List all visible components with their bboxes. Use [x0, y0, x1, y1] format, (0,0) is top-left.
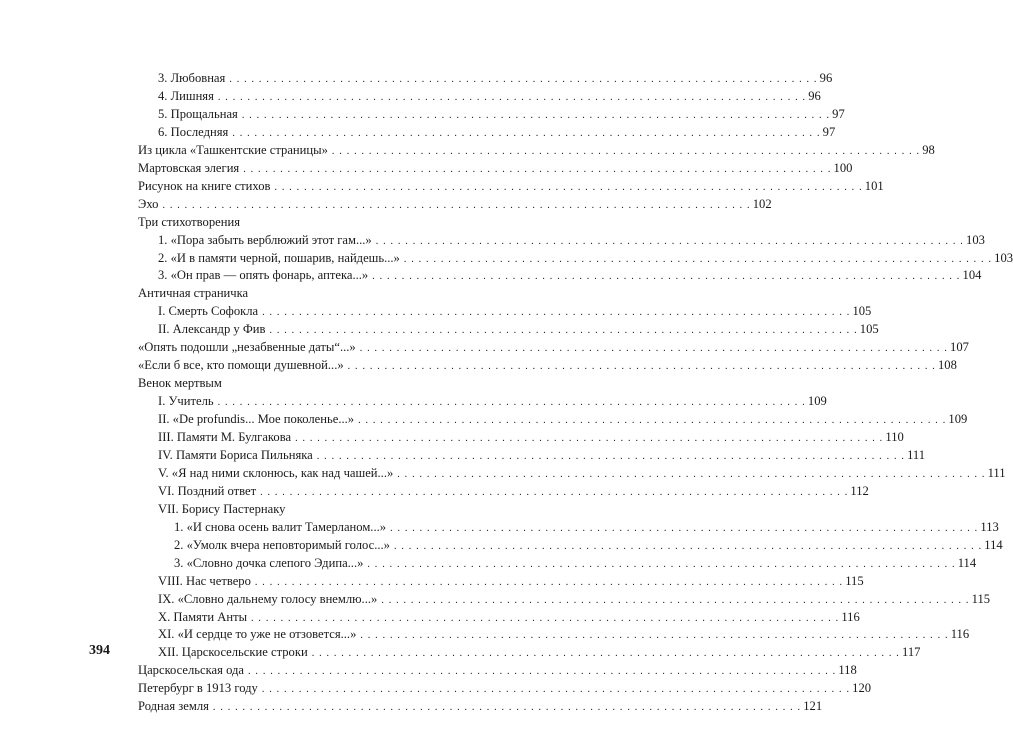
toc-entry-page: 105 [852, 304, 872, 319]
toc-entry-page: 115 [845, 573, 864, 588]
toc-entry [158, 501, 285, 517]
toc-entry-title: 3. Любовная [158, 71, 226, 85]
toc-entry-title: 5. Прощальная [158, 106, 238, 121]
toc-entry-page: 101 [864, 178, 884, 193]
dot-leader: . . . . . . . . . . . . . . . . . . . . . . . . . . . . . . . . . . . . . . . . . . . . . . . . . . . . . . . . . . . . . . . . . . . . . . . . . . . . . . . . [248, 666, 837, 678]
toc-entry [138, 339, 969, 355]
dot-leader: . . . . . . . . . . . . . . . . . . . . . . . . . . . . . . . . . . . . . . . . . . . . . . . . . . . . . . . . . . . . . . . . . . . . . . . . . . . . . . . . [367, 558, 956, 570]
page-number: 394 [89, 643, 110, 658]
toc-entry [138, 357, 957, 373]
toc-entry [138, 698, 823, 714]
toc-entry-title: IV. Памяти Бориса Пильняка [158, 447, 313, 462]
toc-entry-page: 117 [902, 645, 921, 660]
toc-entry-page: 118 [838, 663, 857, 678]
toc-entry [138, 142, 935, 158]
toc-entry-page: 97 [832, 106, 845, 121]
toc-entry-page: 108 [937, 358, 957, 373]
toc-entry [158, 232, 985, 248]
dot-leader: . . . . . . . . . . . . . . . . . . . . . . . . . . . . . . . . . . . . . . . . . . . . . . . . . . . . . . . . . . . . . . . . . . . . . . . . . . . . . . . . [243, 163, 832, 175]
toc-entry [138, 680, 872, 696]
toc-entry-page: 100 [833, 160, 853, 175]
toc-entry-page: 111 [987, 465, 1006, 480]
toc-entry-page: 120 [852, 681, 872, 696]
toc-entry [158, 124, 836, 140]
toc-entry [158, 609, 860, 625]
toc-entry [158, 70, 833, 86]
toc-entry [158, 644, 921, 660]
dot-leader: . . . . . . . . . . . . . . . . . . . . . . . . . . . . . . . . . . . . . . . . . . . . . . . . . . . . . . . . . . . . . . . . . . . . . . . . . . . . . . . . [372, 271, 961, 283]
dot-leader: . . . . . . . . . . . . . . . . . . . . . . . . . . . . . . . . . . . . . . . . . . . . . . . . . . . . . . . . . . . . . . . . . . . . . . . . . . . . . . . . [241, 109, 831, 121]
toc-entry-page: 102 [752, 196, 772, 211]
dot-leader: . . . . . . . . . . . . . . . . . . . . . . . . . . . . . . . . . . . . . . . . . . . . . . . . . . . . . . . . . . . . . . . . . . . . . . . . . . . . . . . . [360, 630, 949, 642]
toc-entry-page: 112 [850, 483, 869, 498]
toc-entry-page: 115 [971, 591, 991, 606]
toc-entry-page: 111 [907, 447, 926, 462]
toc-entry-title: Эхо [138, 196, 159, 211]
toc-entry-page: 109 [948, 412, 968, 427]
toc-entry-page: 98 [922, 142, 935, 157]
dot-leader: . . . . . . . . . . . . . . . . . . . . . . . . . . . . . . . . . . . . . . . . . . . . . . . . . . . . . . . . . . . . . . . . . . . . . . . . . . . . . . . . [316, 450, 906, 462]
toc-entry-title: Венок мертвым [138, 376, 222, 391]
toc-entry-title: VI. Поздний ответ [158, 483, 257, 498]
dot-leader: . . . . . . . . . . . . . . . . . . . . . . . . . . . . . . . . . . . . . . . . . . . . . . . . . . . . . . . . . . . . . . . . . . . . . . . . . . . . . . . . [269, 325, 858, 337]
toc-entry-page: 97 [822, 124, 836, 139]
dot-leader: . . . . . . . . . . . . . . . . . . . . . . . . . . . . . . . . . . . . . . . . . . . . . . . . . . . . . . . . . . . . . . . . . . . . . . . . . . . . . . . . [274, 181, 863, 193]
dot-leader: . . . . . . . . . . . . . . . . . . . . . . . . . . . . . . . . . . . . . . . . . . . . . . . . . . . . . . . . . . . . . . . . . . . . . . . . . . . . . . . . [251, 612, 840, 624]
toc-entry-title: 3. «Словно дочка слепого Эдипа...» [174, 555, 364, 570]
toc-entry-title: Три стихотворения [138, 214, 240, 229]
toc-entry-title: 4. Лишняя [158, 88, 214, 103]
dot-leader: . . . . . . . . . . . . . . . . . . . . . . . . . . . . . . . . . . . . . . . . . . . . . . . . . . . . . . . . . . . . . . . . . . . . . . . . . . . . . . . . [217, 397, 806, 409]
toc-entry-page: 114 [957, 555, 977, 570]
toc-entry-title: II. Александр у Фив [158, 322, 266, 337]
toc-entry-title: I. Учитель [158, 394, 214, 409]
toc-entry-page: 121 [803, 699, 823, 714]
toc-entry-page: 96 [819, 71, 833, 85]
toc-entry [158, 429, 904, 445]
toc-entry-page: 105 [859, 322, 879, 337]
toc-entry-title: 6. Последняя [158, 124, 229, 139]
toc-entry-page: 116 [950, 627, 970, 642]
toc-entry-page: 104 [962, 268, 982, 283]
toc-entry [158, 267, 982, 283]
toc-entry-title: 2. «И в памяти черной, пошарив, найдешь...» [158, 250, 400, 265]
toc-entry [138, 285, 248, 301]
toc-entry-title: VIII. Нас четверо [158, 573, 251, 588]
toc-entry [158, 411, 968, 427]
toc-entry-title: II. «De profundis... Мое поколенье...» [158, 412, 355, 427]
dot-leader: . . . . . . . . . . . . . . . . . . . . . . . . . . . . . . . . . . . . . . . . . . . . . . . . . . . . . . . . . . . . . . . . . . . . . . . . . . . . . . . . [397, 468, 986, 480]
toc-entry [158, 626, 970, 642]
toc-entry-title: Царскосельская ода [138, 663, 245, 678]
dot-leader: . . . . . . . . . . . . . . . . . . . . . . . . . . . . . . . . . . . . . . . . . . . . . . . . . . . . . . . . . . . . . . . . . . . . . . . . . . . . . . . . [295, 433, 884, 444]
toc-entry-title: I. Смерть Софокла [158, 304, 259, 319]
toc-entry [158, 393, 827, 409]
toc-entry-title: 3. «Он прав — опять фонарь, аптека...» [158, 268, 369, 283]
toc-entry-page: 114 [984, 537, 1003, 552]
toc-entry-title: Родная земля [138, 699, 209, 714]
toc-entry [138, 375, 222, 391]
toc-entry-title: XI. «И сердце то уже не отзовется...» [158, 627, 357, 642]
toc-entry [174, 555, 977, 571]
toc-entry-title: «Если б все, кто помощи душевной...» [138, 358, 344, 373]
dot-leader: . . . . . . . . . . . . . . . . . . . . . . . . . . . . . . . . . . . . . . . . . . . . . . . . . . . . . . . . . . . . . . . . . . . . . . . . . . . . . . . . [217, 91, 807, 103]
toc-entry-title: Античная страничка [138, 286, 249, 301]
dot-leader: . . . . . . . . . . . . . . . . . . . . . . . . . . . . . . . . . . . . . . . . . . . . . . . . . . . . . . . . . . . . . . . . . . . . . . . . . . . . . . . . [260, 486, 849, 498]
dot-leader: . . . . . . . . . . . . . . . . . . . . . . . . . . . . . . . . . . . . . . . . . . . . . . . . . . . . . . . . . . . . . . . . . . . . . . . . . . . . . . . . [390, 522, 979, 534]
toc-entry-title: X. Памяти Анты [158, 609, 248, 624]
dot-leader: . . . . . . . . . . . . . . . . . . . . . . . . . . . . . . . . . . . . . . . . . . . . . . . . . . . . . . . . . . . . . . . . . . . . . . . . . . . . . . . . [254, 576, 844, 588]
toc-entry [158, 465, 1006, 481]
toc-entry-title: XII. Царскосельские строки [158, 645, 308, 660]
dot-leader: . . . . . . . . . . . . . . . . . . . . . . . . . . . . . . . . . . . . . . . . . . . . . . . . . . . . . . . . . . . . . . . . . . . . . . . . . . . . . . . . [393, 540, 983, 552]
toc-entry [138, 160, 853, 176]
dot-leader: . . . . . . . . . . . . . . . . . . . . . . . . . . . . . . . . . . . . . . . . . . . . . . . . . . . . . . . . . . . . . . . . . . . . . . . . . . . . . . . . [162, 199, 751, 211]
toc-entry-title: Из цикла «Ташкентские страницы» [138, 142, 328, 157]
toc-entry-page: 107 [950, 340, 969, 355]
toc-entry-title: V. «Я над ними склонюсь, как над чашей...» [158, 465, 394, 480]
toc-entry [138, 196, 772, 212]
toc-entry [138, 214, 240, 230]
toc-entry [158, 447, 926, 463]
toc-entry-page: 103 [994, 250, 1013, 265]
toc-entry-title: Петербург в 1913 году [138, 681, 258, 696]
dot-leader: . . . . . . . . . . . . . . . . . . . . . . . . . . . . . . . . . . . . . . . . . . . . . . . . . . . . . . . . . . . . . . . . . . . . . . . . . . . . . . . . [229, 74, 818, 85]
dot-leader: . . . . . . . . . . . . . . . . . . . . . . . . . . . . . . . . . . . . . . . . . . . . . . . . . . . . . . . . . . . . . . . . . . . . . . . . . . . . . . . . [262, 307, 851, 319]
toc-entry [158, 321, 879, 337]
toc-entry-title: IX. «Словно дальнему голосу внемлю...» [158, 591, 378, 606]
toc-entry [158, 483, 869, 499]
toc-entry-page: 96 [808, 88, 821, 103]
toc-entry-title: VII. Борису Пастернаку [158, 501, 286, 516]
toc-entry [158, 88, 821, 104]
dot-leader: . . . . . . . . . . . . . . . . . . . . . . . . . . . . . . . . . . . . . . . . . . . . . . . . . . . . . . . . . . . . . . . . . . . . . . . . . . . . . . . . [375, 235, 965, 247]
toc-entry [158, 573, 864, 589]
dot-leader: . . . . . . . . . . . . . . . . . . . . . . . . . . . . . . . . . . . . . . . . . . . . . . . . . . . . . . . . . . . . . . . . . . . . . . . . . . . . . . . . [403, 253, 993, 265]
toc-entry [158, 591, 991, 607]
dot-leader: . . . . . . . . . . . . . . . . . . . . . . . . . . . . . . . . . . . . . . . . . . . . . . . . . . . . . . . . . . . . . . . . . . . . . . . . . . . . . . . . [347, 361, 936, 373]
toc-entry-title: 1. «И снова осень валит Тамерланом...» [174, 519, 387, 534]
toc-entry [158, 250, 1013, 266]
toc-entry-title: Мартовская элегия [138, 160, 240, 175]
toc-entry [138, 662, 857, 678]
toc-entry-page: 103 [966, 232, 985, 247]
toc-entry [158, 106, 845, 122]
toc-entry [158, 303, 872, 319]
dot-leader: . . . . . . . . . . . . . . . . . . . . . . . . . . . . . . . . . . . . . . . . . . . . . . . . . . . . . . . . . . . . . . . . . . . . . . . . . . . . . . . . [232, 127, 821, 139]
toc-entry-title: 2. «Умолк вчера неповторимый голос...» [174, 537, 390, 552]
toc-entry [174, 537, 1003, 553]
dot-leader: . . . . . . . . . . . . . . . . . . . . . . . . . . . . . . . . . . . . . . . . . . . . . . . . . . . . . . . . . . . . . . . . . . . . . . . . . . . . . . . . [261, 684, 851, 696]
dot-leader: . . . . . . . . . . . . . . . . . . . . . . . . . . . . . . . . . . . . . . . . . . . . . . . . . . . . . . . . . . . . . . . . . . . . . . . . . . . . . . . . [381, 594, 970, 606]
toc-entry [174, 519, 999, 535]
dot-leader: . . . . . . . . . . . . . . . . . . . . . . . . . . . . . . . . . . . . . . . . . . . . . . . . . . . . . . . . . . . . . . . . . . . . . . . . . . . . . . . . [212, 702, 802, 714]
toc-entry-title: III. Памяти М. Булгакова [158, 430, 292, 444]
dot-leader: . . . . . . . . . . . . . . . . . . . . . . . . . . . . . . . . . . . . . . . . . . . . . . . . . . . . . . . . . . . . . . . . . . . . . . . . . . . . . . . . [359, 343, 949, 355]
dot-leader: . . . . . . . . . . . . . . . . . . . . . . . . . . . . . . . . . . . . . . . . . . . . . . . . . . . . . . . . . . . . . . . . . . . . . . . . . . . . . . . . [358, 415, 947, 427]
toc-entry-title: «Опять подошли „незабвенные даты“...» [138, 340, 356, 355]
toc-entry-title: 1. «Пора забыть верблюжий этот гам...» [158, 232, 372, 247]
toc-entry [138, 178, 884, 194]
toc-entry-title: Рисунок на книге стихов [138, 178, 271, 193]
dot-leader: . . . . . . . . . . . . . . . . . . . . . . . . . . . . . . . . . . . . . . . . . . . . . . . . . . . . . . . . . . . . . . . . . . . . . . . . . . . . . . . . [331, 145, 921, 157]
dot-leader: . . . . . . . . . . . . . . . . . . . . . . . . . . . . . . . . . . . . . . . . . . . . . . . . . . . . . . . . . . . . . . . . . . . . . . . . . . . . . . . . [311, 648, 900, 660]
toc-entry-page: 110 [885, 430, 904, 444]
toc-entry-page: 109 [807, 394, 827, 409]
toc-entry-page: 113 [980, 519, 999, 534]
toc-entry-page: 116 [841, 609, 860, 624]
